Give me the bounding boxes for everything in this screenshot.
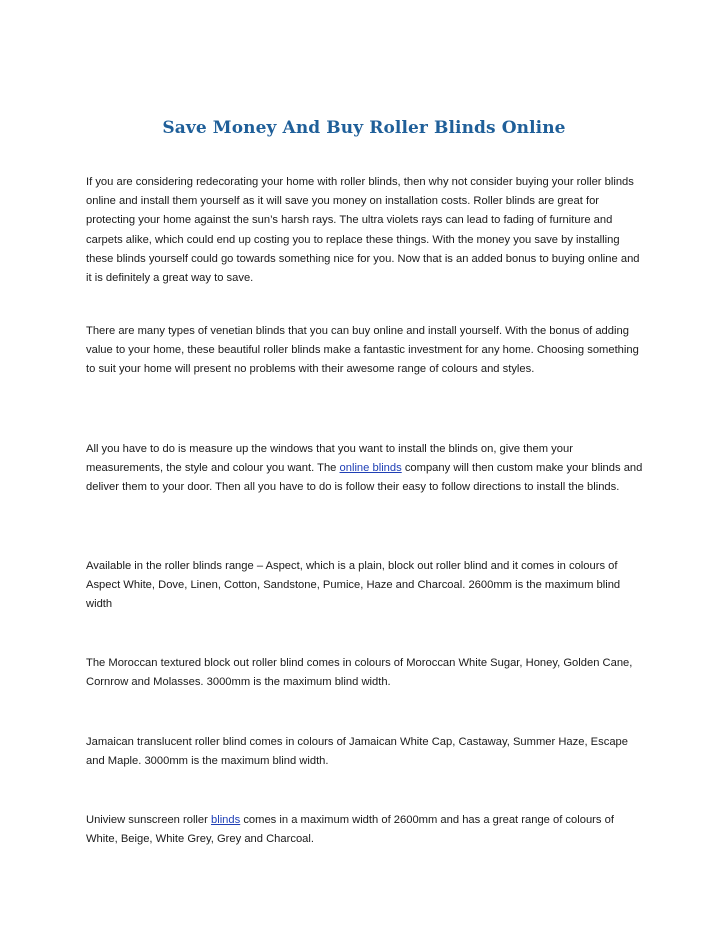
- paragraph-measure-windows: [86, 440, 646, 498]
- paragraph-text-before-link: All you have to do is measure up the windows that you want to install the blinds on, give them your measurements, the style and colour you want. The: [86, 443, 573, 475]
- page-title: Save Money And Buy Roller Blinds Online: [162, 118, 566, 138]
- online-blinds-link[interactable]: online blinds: [339, 462, 402, 475]
- paragraph-jamaican-range: Jamaican translucent roller blind comes in colours of Jamaican White Cap, Castaway, Summer Haze, Escape and Maple. 3000mm is the maximum blind width.: [86, 736, 628, 768]
- blinds-link[interactable]: blinds: [210, 814, 241, 826]
- paragraph-moroccan-range: The Moroccan textured block out roller blind comes in colours of Moroccan White Sugar, Honey, Golden Cane, Cornrow and Molasses. 3000mm is the maximum blind width.: [86, 657, 633, 689]
- paragraph-venetian-blinds: There are many types of venetian blinds that you can buy online and install yourself. With the bonus of adding value to your home, these beautiful roller blinds make a fantastic investment for any home. Choosing something to suit your home will present no problems with their awesome range of colours and styles.: [86, 325, 639, 376]
- paragraph-text-after-link: comes in a maximum width of 2600mm and has a great range of colours of White, Beige, White Grey, Grey and Charcoal.: [86, 814, 614, 846]
- paragraph-text-after-link: company will then custom make your blinds and deliver them to your door. Then all you have to do is follow their easy to follow directions to install the blinds.: [86, 462, 643, 494]
- paragraph-aspect-range: Available in the roller blinds range – Aspect, which is a plain, block out roller blind and it comes in colours of Aspect White, Dove, Linen, Cotton, Sandstone, Pumice, Haze and Charcoal. 2600mm is the maximum blind width: [86, 560, 621, 611]
- paragraph-intro: If you are considering redecorating your home with roller blinds, then why not consider buying your roller blinds online and install them yourself as it will save you money on installation costs. Roller blinds are great for protecting your home against the sun’s harsh rays. The ultra violets rays can lead to fading of furniture and carpets alike, which could end up costing you to replace these things. With the money you save by installing these blinds yourself could go towards something nice for you. Now that is an added bonus to buying online and it is definitely a great way to save.: [86, 176, 640, 285]
- paragraph-uniview-range: [86, 811, 646, 849]
- paragraph-text-before-link: Uniview sunscreen roller: [86, 814, 211, 826]
